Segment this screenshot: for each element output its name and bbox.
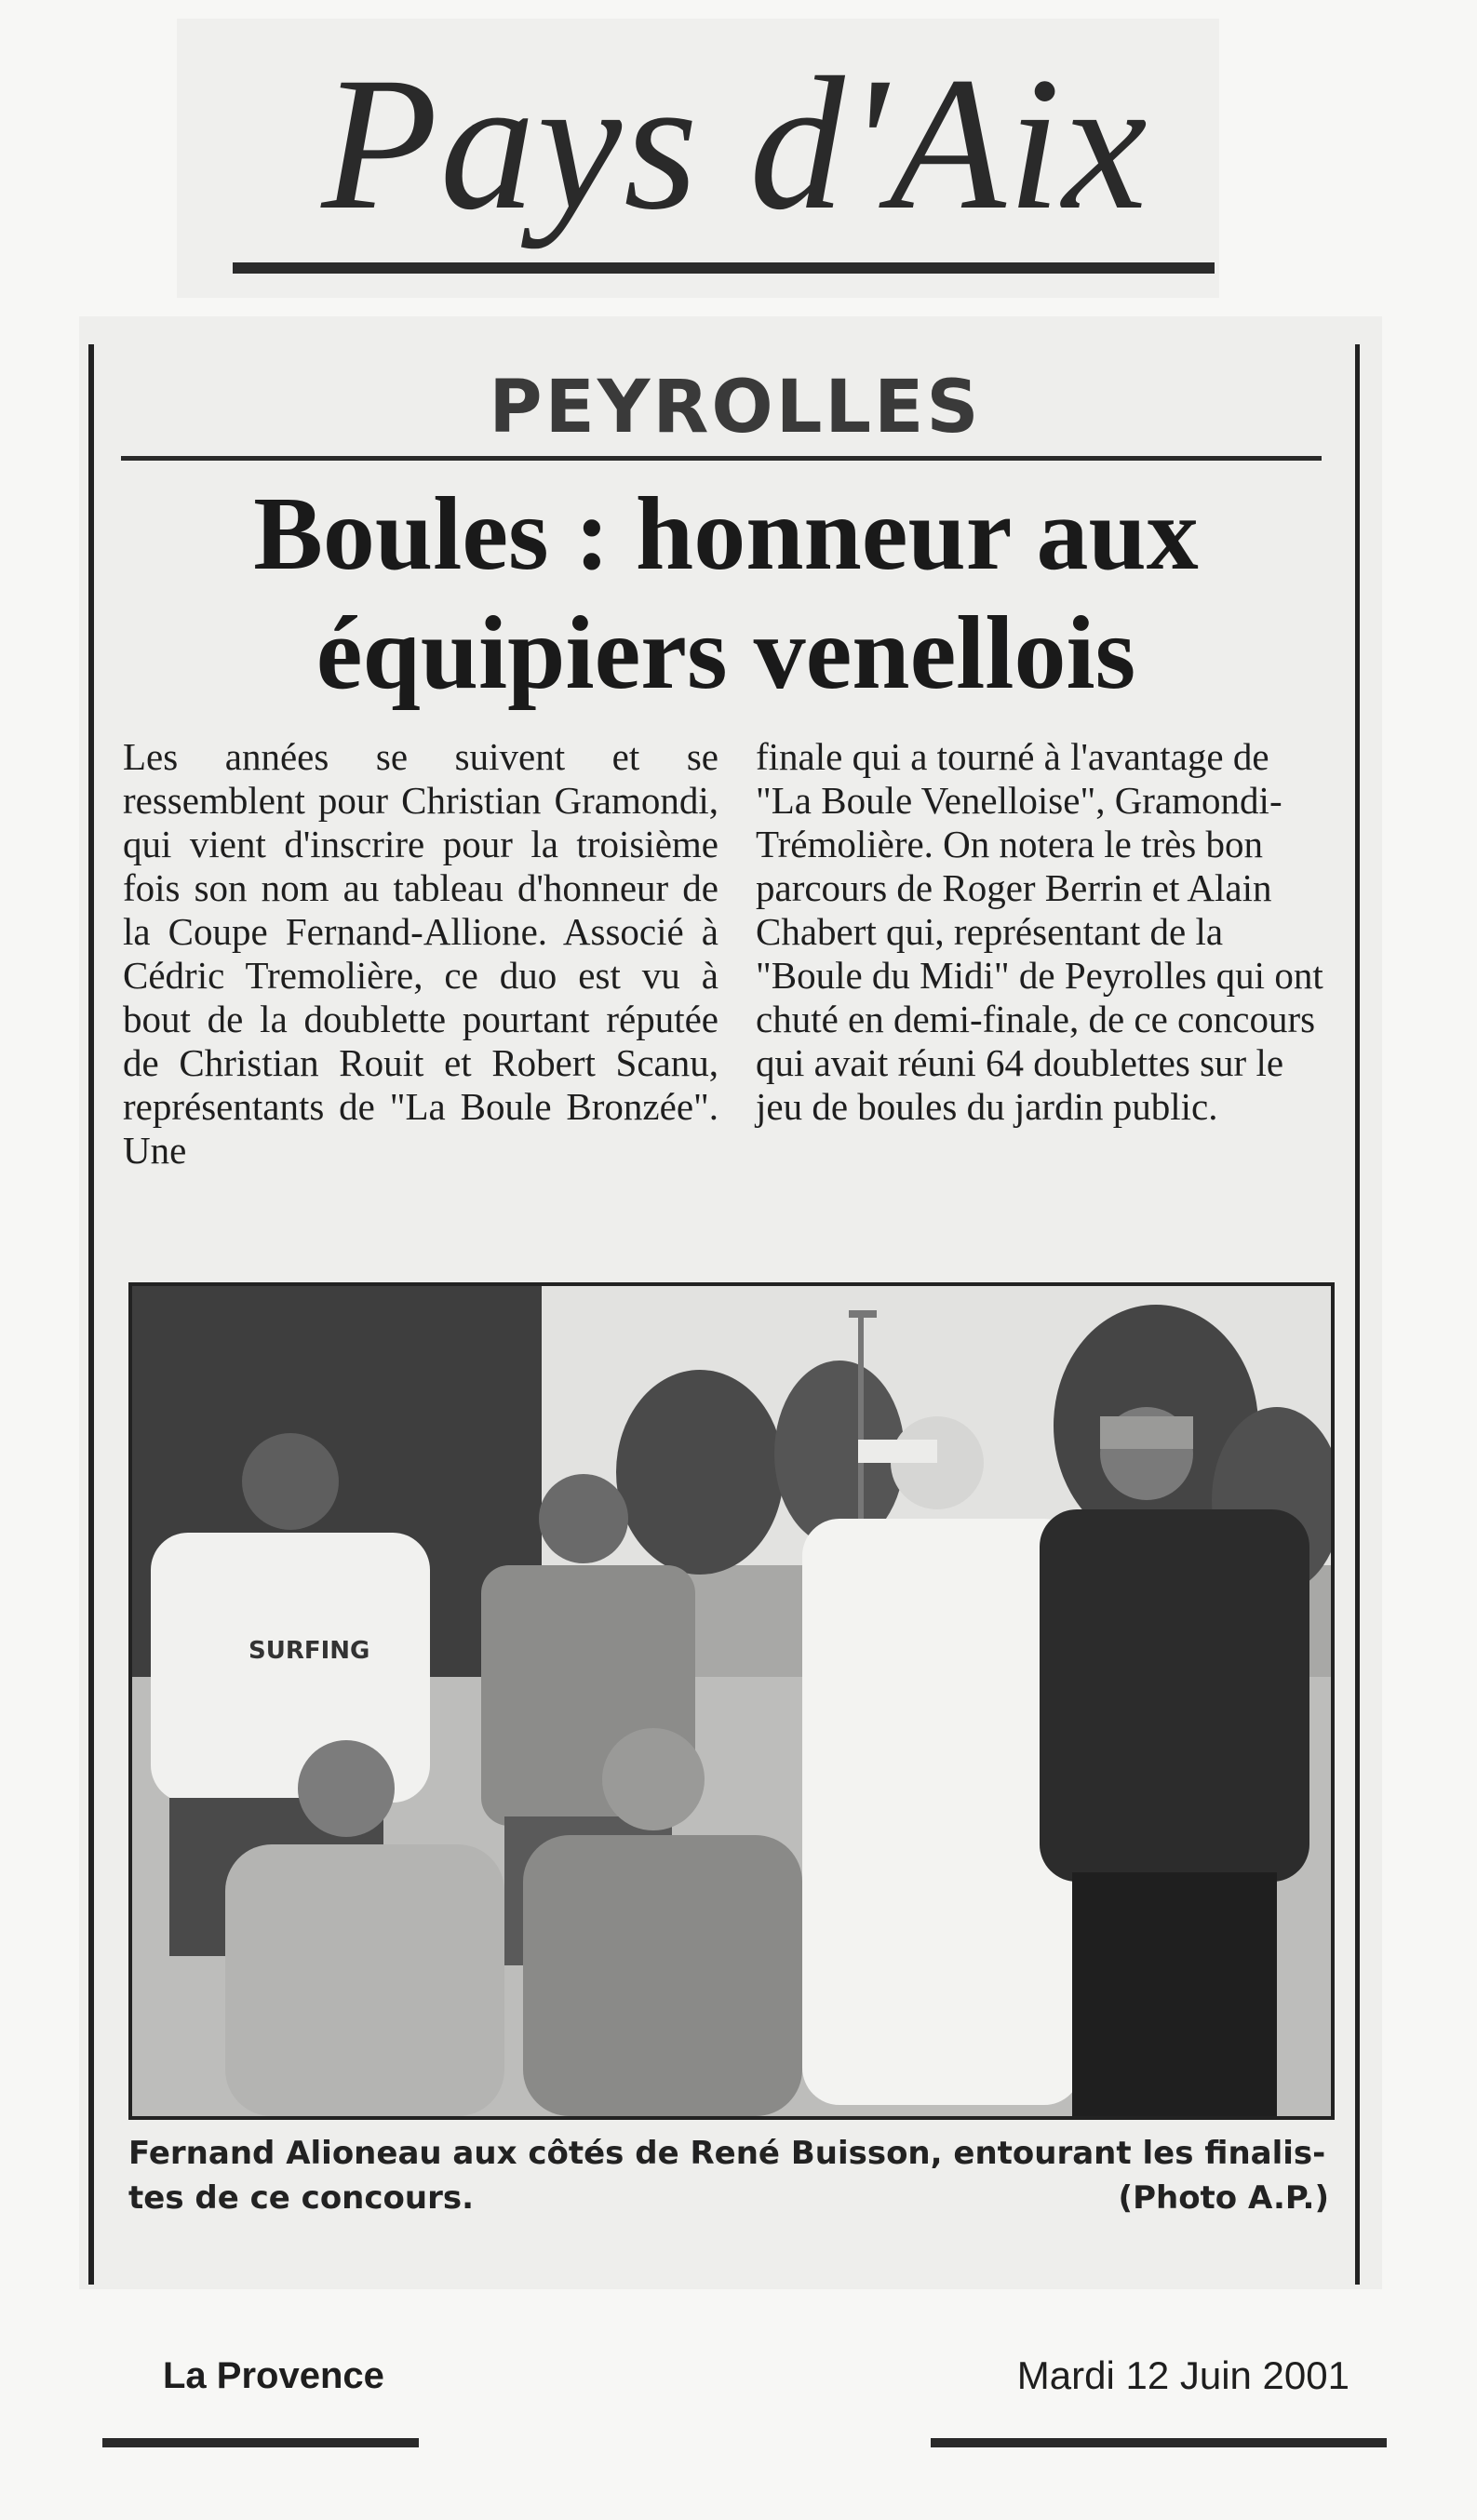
masthead-title: Pays d'Aix bbox=[321, 38, 1149, 249]
article-column-left bbox=[123, 735, 718, 1173]
article-photo bbox=[128, 1282, 1335, 2120]
photo-caption bbox=[128, 2131, 1329, 2220]
article-column-right bbox=[756, 735, 1328, 1129]
column-right-text: finale qui a tourné à l'avantage de "La Boule Venelloise", Gramondi-Trémolière. On notera le très bon parcours de Roger Berrin et Alain Chabert qui, représentant de la "Boule du Midi" de Peyrolles qui ont chuté en demi-finale, de ce concours qui avait réuni 64 doublettes sur le jeu de boules du jardin public. bbox=[756, 735, 1323, 1128]
footer-rule-left bbox=[102, 2438, 419, 2447]
kicker-rule bbox=[121, 456, 1322, 461]
publication-name: La Provence bbox=[163, 2355, 384, 2396]
photo-illustration bbox=[132, 1286, 1331, 2116]
article-headline bbox=[121, 475, 1331, 713]
column-left-text: Les années se suivent et se ressemblent pour Christian Gramondi, qui vient d'inscrire pour la troisième fois son nom au tableau d'honneur de la Coupe Fernand-Allione. Associé à Cédric Tremolière, ce duo est vu à bout de la doublette pourtant réputée de Christian Rouit et Robert Scanu, représentants de "La Boule Bronzée". Une bbox=[123, 735, 718, 1172]
headline-line-2: équipiers venellois bbox=[316, 596, 1136, 711]
section-kicker: PEYROLLES bbox=[489, 366, 982, 449]
masthead-rule bbox=[233, 262, 1215, 274]
caption-line-2: tes de ce concours. bbox=[128, 2179, 475, 2217]
article-border-right bbox=[1355, 344, 1360, 2285]
publication-date: Mardi 12 Juin 2001 bbox=[1016, 2353, 1349, 2397]
footer-rule-right bbox=[931, 2438, 1387, 2447]
shirt-print: SURFING bbox=[248, 1637, 370, 1665]
caption-line-1: Fernand Alioneau aux côtés de René Buisson, entourant les finalis- bbox=[128, 2135, 1326, 2172]
headline-line-1: Boules : honneur aux bbox=[253, 476, 1199, 592]
photo-credit: (Photo A.P.) bbox=[1118, 2179, 1329, 2217]
article-border-left bbox=[88, 344, 94, 2285]
